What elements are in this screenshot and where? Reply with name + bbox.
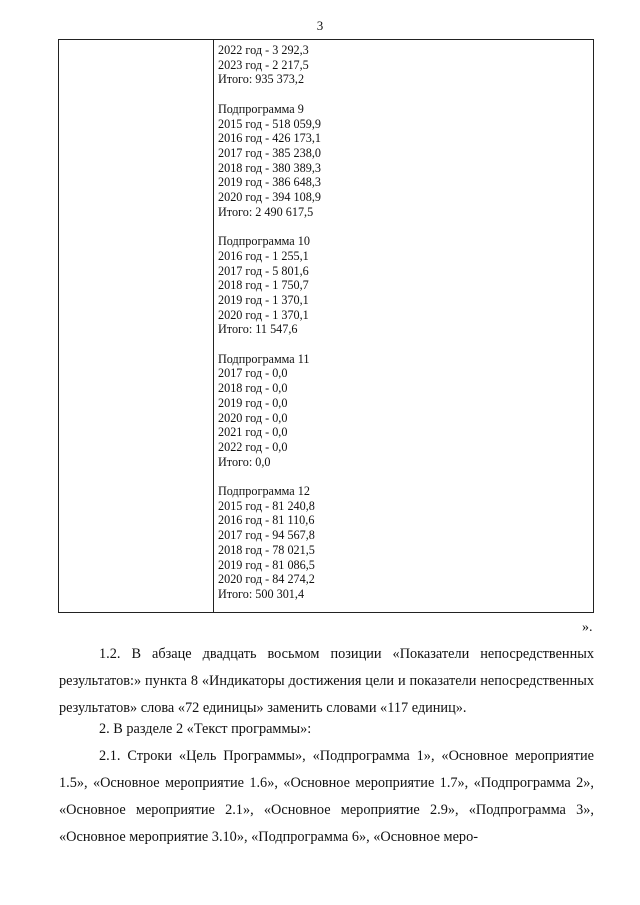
funding-block-continued [218, 43, 589, 87]
funding-line: 2019 год - 386 648,3 [218, 175, 321, 190]
funding-line: 2016 год - 81 110,6 [218, 513, 315, 528]
funding-line: 2019 год - 81 086,5 [218, 557, 315, 572]
funding-line: 2020 год - 84 274,2 [218, 572, 315, 587]
funding-line: 2018 год - 0,0 [218, 381, 288, 396]
funding-total: Итого: 0,0 [218, 454, 271, 469]
paragraph-2: 2. В разделе 2 «Текст программы»: [99, 721, 312, 737]
subprogram-title: Подпрограмма 11 [218, 351, 310, 366]
funding-line: 2017 год - 94 567,8 [218, 528, 315, 543]
funding-line: 2017 год - 0,0 [218, 366, 288, 381]
page-number: 3 [316, 18, 324, 33]
funding-line: 2020 год - 1 370,1 [218, 307, 309, 322]
funding-line: 2018 год - 78 021,5 [218, 542, 315, 557]
funding-line: 2022 год - 0,0 [218, 439, 288, 454]
subprogram-title: Подпрограмма 10 [218, 234, 310, 249]
funding-line: 2020 год - 0,0 [218, 410, 288, 425]
funding-line: 2018 год - 1 750,7 [218, 278, 309, 293]
funding-block-subprogram-9 [218, 102, 589, 220]
funding-total: Итого: 935 373,2 [218, 72, 305, 87]
column-divider [213, 40, 214, 612]
funding-line: 2023 год - 2 217,5 [218, 57, 309, 72]
funding-line: 2015 год - 81 240,8 [218, 498, 315, 513]
funding-line: 2016 год - 426 173,1 [218, 131, 321, 146]
funding-cell [218, 43, 589, 602]
funding-line: 2018 год - 380 389,3 [218, 160, 321, 175]
funding-line: 2022 год - 3 292,3 [218, 43, 309, 57]
funding-line: 2021 год - 0,0 [218, 425, 288, 440]
funding-line: 2017 год - 5 801,6 [218, 263, 309, 278]
funding-line: 2019 год - 0,0 [218, 395, 288, 410]
funding-block-subprogram-11 [218, 352, 589, 470]
budget-table [58, 39, 594, 613]
funding-block-subprogram-12 [218, 484, 589, 602]
funding-line: 2016 год - 1 255,1 [218, 248, 309, 263]
funding-line: 2017 год - 385 238,0 [218, 145, 321, 160]
funding-line: 2020 год - 394 108,9 [218, 190, 321, 205]
subprogram-title: Подпрограмма 12 [218, 484, 310, 499]
funding-total: Итого: 2 490 617,5 [218, 204, 314, 219]
paragraph-1-2: 1.2. В абзаце двадцать восьмом позиции «Показатели непосредственных результатов:» пункта 8 «Индикаторы достижения цели и показатели непосредственных результатов» слова «72 единицы» заменить словами «117 единиц». [59, 646, 594, 716]
funding-line: 2015 год - 518 059,9 [218, 116, 321, 131]
funding-total: Итого: 11 547,6 [218, 322, 298, 337]
funding-line: 2019 год - 1 370,1 [218, 292, 309, 307]
closing-quote: ». [582, 620, 593, 635]
subprogram-title: Подпрограмма 9 [218, 101, 304, 116]
funding-total: Итого: 500 301,4 [218, 586, 305, 601]
paragraph-2-1: 2.1. Строки «Цель Программы», «Подпрограмма 1», «Основное мероприятие 1.5», «Основное мероприятие 1.6», «Основное мероприятие 1.7», «Подпрограмма 2», «Основное мероприятие 2.1», «Основное мероприятие 2.9», «Подпрограмма 3», «Основное мероприятие 3.10», «Подпрограмма 6», «Основное меро- [59, 748, 594, 845]
funding-block-subprogram-10 [218, 234, 589, 337]
